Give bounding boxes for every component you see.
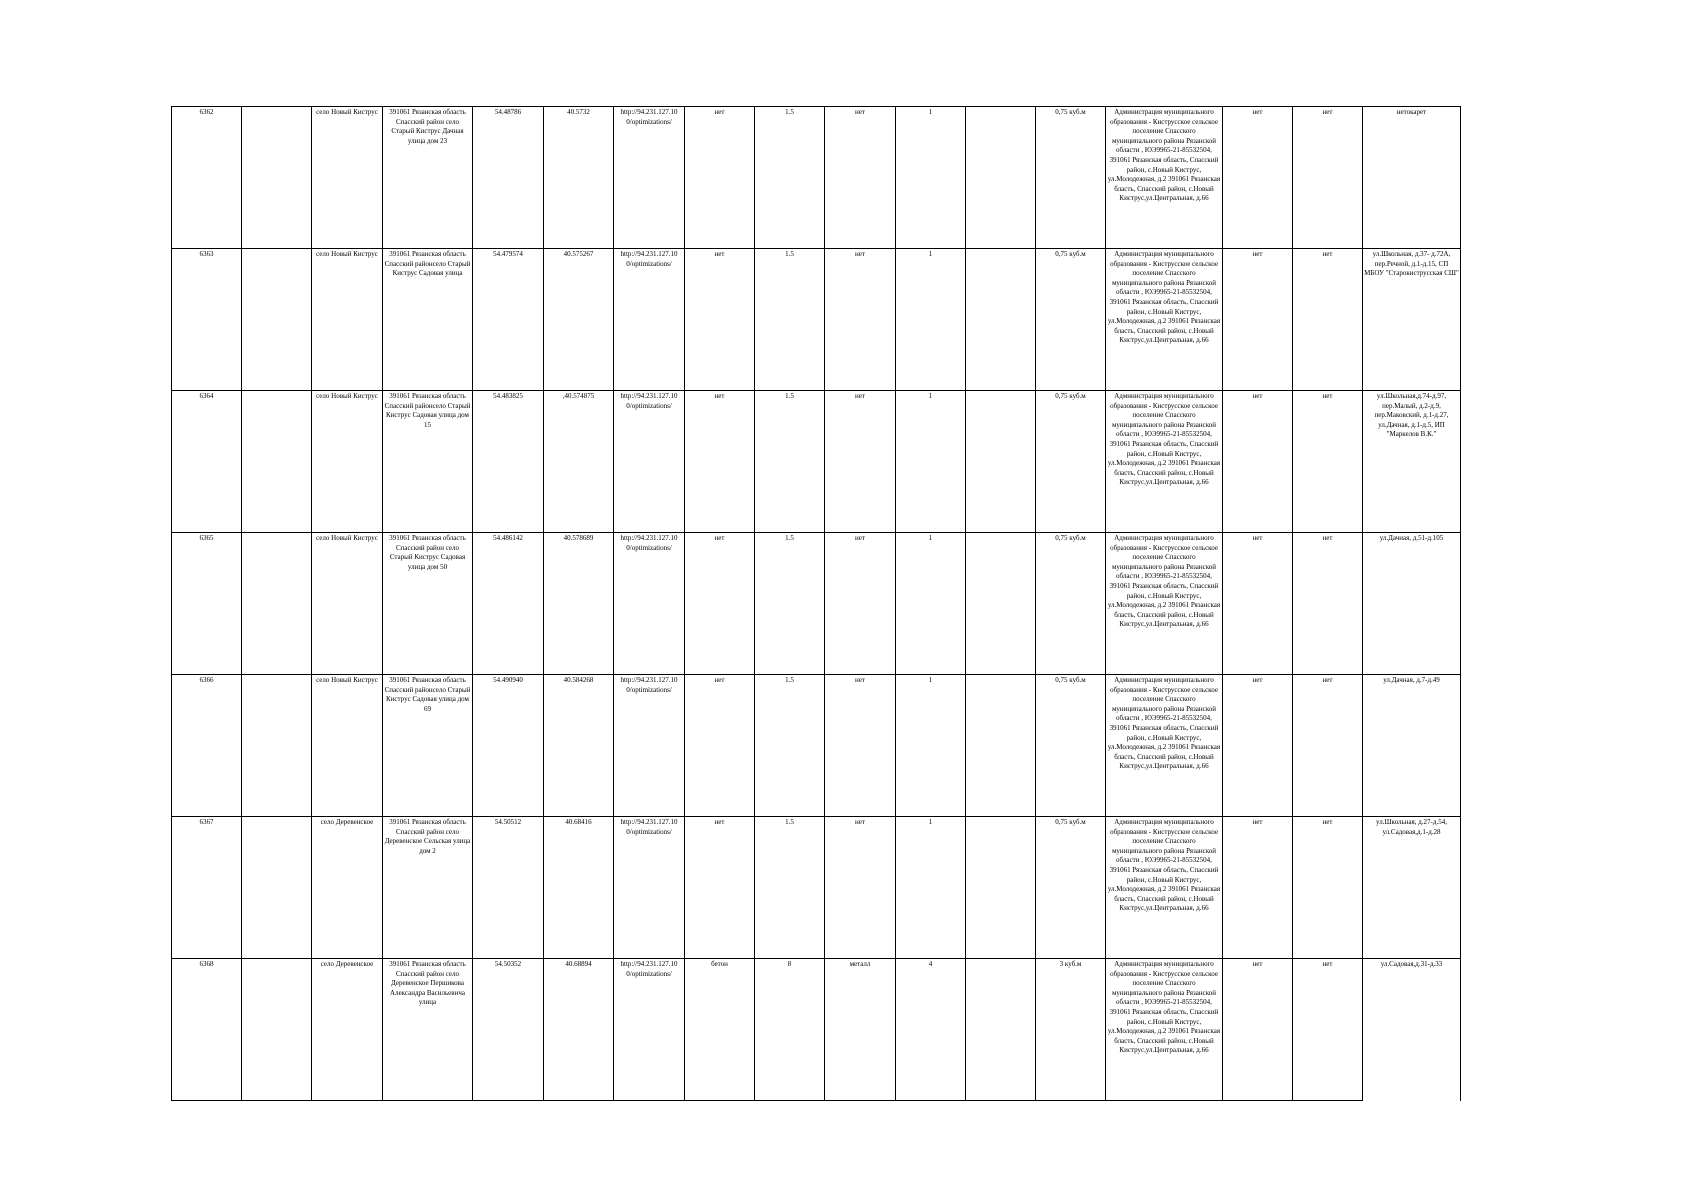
owner-cell: Администрация муниципального образования - Киструсское сельское поселение Спасского муниципального района Рязанской области , ЮЭ9965-21-85532504, 391061 Рязанская область, Спасский район, с.Новый Киструс, ул.Молодежная, д.2 391061 Рязанская бласть, Спасский район, с.Новый Киструс,ул.Центральная, д.66 xyxy=(1106,959,1223,1101)
url-cell: http://94.231.127.10 0/optimizations/ xyxy=(614,959,685,1101)
latitude-cell: 54.479574 xyxy=(473,249,544,391)
surface-cell: бетон xyxy=(685,959,755,1101)
longitude-cell: 40.578689 xyxy=(544,533,614,675)
area-cell: 1.5 xyxy=(755,107,825,249)
cell-14: нет xyxy=(1223,817,1293,959)
fence-cell: нет xyxy=(825,107,896,249)
cell-15: нет xyxy=(1293,817,1363,959)
volume-cell: 0,75 куб.м xyxy=(1036,391,1106,533)
owner-cell: Администрация муниципального образования - Киструсское сельское поселение Спасского муниципального района Рязанской области , ЮЭ9965-21-85532504, 391061 Рязанская область, Спасский район, с.Новый Киструс, ул.Молодежная, д.2 391061 Рязанская бласть, Спасский район, с.Новый Киструс,ул.Центральная, д.66 xyxy=(1106,249,1223,391)
latitude-cell: 54.50512 xyxy=(473,817,544,959)
latitude-cell: 54.483825 xyxy=(473,391,544,533)
volume-cell: 0,75 куб.м xyxy=(1036,817,1106,959)
empty-cell xyxy=(966,959,1036,1101)
surface-cell: нет xyxy=(685,533,755,675)
volume-cell: 0,75 куб.м xyxy=(1036,675,1106,817)
owner-cell: Администрация муниципального образования - Киструсское сельское поселение Спасского муниципального района Рязанской области , ЮЭ9965-21-85532504, 391061 Рязанская область, Спасский район, с.Новый Киструс, ул.Молодежная, д.2 391061 Рязанская бласть, Спасский район, с.Новый Киструс,ул.Центральная, д.66 xyxy=(1106,675,1223,817)
cell-15: нет xyxy=(1293,675,1363,817)
locality-cell: село Новый Киструс xyxy=(312,391,383,533)
cell-14: нет xyxy=(1223,249,1293,391)
table-row xyxy=(172,107,1461,249)
waste-sources-cell: ул.Дачная, д.7-д.49 xyxy=(1363,675,1461,817)
table-row xyxy=(172,817,1461,959)
surface-cell: нет xyxy=(685,249,755,391)
cell-14: нет xyxy=(1223,391,1293,533)
surface-cell: нет xyxy=(685,817,755,959)
empty-cell xyxy=(242,675,312,817)
url-cell: http://94.231.127.10 0/optimizations/ xyxy=(614,533,685,675)
table-row xyxy=(172,249,1461,391)
empty-cell xyxy=(966,533,1036,675)
volume-cell: 3 куб.м xyxy=(1036,959,1106,1101)
longitude-cell: ,40.574875 xyxy=(544,391,614,533)
container-count-cell: 1 xyxy=(896,817,966,959)
row-id-cell: 6362 xyxy=(172,107,242,249)
empty-cell xyxy=(242,107,312,249)
address-cell: 391061 Рязанская область Спасский район село Деревенское Першикова Александра Васильевича улица xyxy=(383,959,473,1101)
area-cell: 1.5 xyxy=(755,533,825,675)
area-cell: 1.5 xyxy=(755,391,825,533)
url-cell: http://94.231.127.10 0/optimizations/ xyxy=(614,675,685,817)
cell-15: нет xyxy=(1293,391,1363,533)
locality-cell: село Новый Киструс xyxy=(312,675,383,817)
fence-cell: металл xyxy=(825,959,896,1101)
surface-cell: нет xyxy=(685,391,755,533)
longitude-cell: 40.68416 xyxy=(544,817,614,959)
volume-cell: 0,75 куб.м xyxy=(1036,533,1106,675)
latitude-cell: 54.50352 xyxy=(473,959,544,1101)
owner-cell: Администрация муниципального образования - Киструсское сельское поселение Спасского муниципального района Рязанской области , ЮЭ9965-21-85532504, 391061 Рязанская область, Спасский район, с.Новый Киструс, ул.Молодежная, д.2 391061 Рязанская бласть, Спасский район, с.Новый Киструс,ул.Центральная, д.66 xyxy=(1106,817,1223,959)
row-id-cell: 6367 xyxy=(172,817,242,959)
address-cell: 391061 Рязанская область Спасский районсело Старый Киструс Садовая улица дом 69 xyxy=(383,675,473,817)
owner-cell: Администрация муниципального образования - Киструсское сельское поселение Спасского муниципального района Рязанской области , ЮЭ9965-21-85532504, 391061 Рязанская область, Спасский район, с.Новый Киструс, ул.Молодежная, д.2 391061 Рязанская бласть, Спасский район, с.Новый Киструс,ул.Центральная, д.66 xyxy=(1106,107,1223,249)
locality-cell: село Деревенское xyxy=(312,817,383,959)
longitude-cell: 40.584268 xyxy=(544,675,614,817)
empty-cell xyxy=(242,533,312,675)
url-cell: http://94.231.127.10 0/optimizations/ xyxy=(614,817,685,959)
empty-cell xyxy=(242,391,312,533)
cell-14: нет xyxy=(1223,959,1293,1101)
waste-sources-cell: ул.Садовая,д.31-д.33 xyxy=(1363,959,1461,1101)
cell-14: нет xyxy=(1223,675,1293,817)
table-row xyxy=(172,959,1461,1101)
fence-cell: нет xyxy=(825,533,896,675)
fence-cell: нет xyxy=(825,391,896,533)
address-cell: 391061 Рязанская область Спасский район село Старый Киструс Садовая улица дом 50 xyxy=(383,533,473,675)
latitude-cell: 54.490940 xyxy=(473,675,544,817)
container-count-cell: 4 xyxy=(896,959,966,1101)
waste-sources-cell: нетокарет xyxy=(1363,107,1461,249)
fence-cell: нет xyxy=(825,675,896,817)
url-cell: http://94.231.127.10 0/optimizations/ xyxy=(614,249,685,391)
address-cell: 391061 Рязанская область Спасский район село Старый Киструс Дачная улица дом 23 xyxy=(383,107,473,249)
row-id-cell: 6366 xyxy=(172,675,242,817)
waste-sources-cell: ул.Школьная, д.27-д.54, ул.Садовая,д.1-д.28 xyxy=(1363,817,1461,959)
address-cell: 391061 Рязанская область Спасский районсело Старый Киструс Садовая улица дом 15 xyxy=(383,391,473,533)
longitude-cell: 40.575267 xyxy=(544,249,614,391)
surface-cell: нет xyxy=(685,107,755,249)
cell-14: нет xyxy=(1223,533,1293,675)
table-row xyxy=(172,675,1461,817)
longitude-cell: 40.5732 xyxy=(544,107,614,249)
cell-15: нет xyxy=(1293,249,1363,391)
empty-cell xyxy=(966,817,1036,959)
registry-table xyxy=(171,106,1461,1101)
address-cell: 391061 Рязанская область Спасский район село Деревенское Сельская улица дом 2 xyxy=(383,817,473,959)
empty-cell xyxy=(966,675,1036,817)
container-count-cell: 1 xyxy=(896,249,966,391)
owner-cell: Администрация муниципального образования - Киструсское сельское поселение Спасского муниципального района Рязанской области , ЮЭ9965-21-85532504, 391061 Рязанская область, Спасский район, с.Новый Киструс, ул.Молодежная, д.2 391061 Рязанская бласть, Спасский район, с.Новый Киструс,ул.Центральная, д.66 xyxy=(1106,533,1223,675)
latitude-cell: 54.486142 xyxy=(473,533,544,675)
surface-cell: нет xyxy=(685,675,755,817)
area-cell: 8 xyxy=(755,959,825,1101)
empty-cell xyxy=(966,391,1036,533)
empty-cell xyxy=(966,107,1036,249)
area-cell: 1.5 xyxy=(755,675,825,817)
owner-cell: Администрация муниципального образования - Киструсское сельское поселение Спасского муниципального района Рязанской области , ЮЭ9965-21-85532504, 391061 Рязанская область, Спасский район, с.Новый Киструс, ул.Молодежная, д.2 391061 Рязанская бласть, Спасский район, с.Новый Киструс,ул.Центральная, д.66 xyxy=(1106,391,1223,533)
locality-cell: село Новый Киструс xyxy=(312,533,383,675)
fence-cell: нет xyxy=(825,817,896,959)
container-count-cell: 1 xyxy=(896,107,966,249)
row-id-cell: 6368 xyxy=(172,959,242,1101)
empty-cell xyxy=(242,959,312,1101)
container-count-cell: 1 xyxy=(896,533,966,675)
url-cell: http://94.231.127.10 0/optimizations/ xyxy=(614,107,685,249)
area-cell: 1.5 xyxy=(755,249,825,391)
empty-cell xyxy=(966,249,1036,391)
table-row xyxy=(172,533,1461,675)
area-cell: 1.5 xyxy=(755,817,825,959)
row-id-cell: 6363 xyxy=(172,249,242,391)
container-count-cell: 1 xyxy=(896,391,966,533)
waste-sources-cell: ул.Школьная,д.74-д.97, пер.Малый, д.2-д.9, пер.Маковский, д.1-д.27, ул.Дачная, д.1-д.5, ИП "Маркелов В.К." xyxy=(1363,391,1461,533)
empty-cell xyxy=(242,817,312,959)
url-cell: http://94.231.127.10 0/optimizations/ xyxy=(614,391,685,533)
container-count-cell: 1 xyxy=(896,675,966,817)
waste-sources-cell: ул.Школьная, д.37- д.72А, пер.Речной, д.1-д.15, СП МБОУ "Старокиструсская СШ" xyxy=(1363,249,1461,391)
row-id-cell: 6364 xyxy=(172,391,242,533)
volume-cell: 0,75 куб.м xyxy=(1036,249,1106,391)
cell-15: нет xyxy=(1293,959,1363,1101)
waste-sources-cell: ул.Дачная, д.51-д.105 xyxy=(1363,533,1461,675)
row-id-cell: 6365 xyxy=(172,533,242,675)
locality-cell: село Новый Киструс xyxy=(312,249,383,391)
cell-14: нет xyxy=(1223,107,1293,249)
fence-cell: нет xyxy=(825,249,896,391)
locality-cell: село Новый Киструс xyxy=(312,107,383,249)
address-cell: 391061 Рязанская область Спасский районсело Старый Киструс Садовая улица xyxy=(383,249,473,391)
locality-cell: село Деревенское xyxy=(312,959,383,1101)
longitude-cell: 40.68894 xyxy=(544,959,614,1101)
cell-15: нет xyxy=(1293,533,1363,675)
empty-cell xyxy=(242,249,312,391)
volume-cell: 0,75 куб.м xyxy=(1036,107,1106,249)
cell-15: нет xyxy=(1293,107,1363,249)
table-row xyxy=(172,391,1461,533)
latitude-cell: 54.48786 xyxy=(473,107,544,249)
